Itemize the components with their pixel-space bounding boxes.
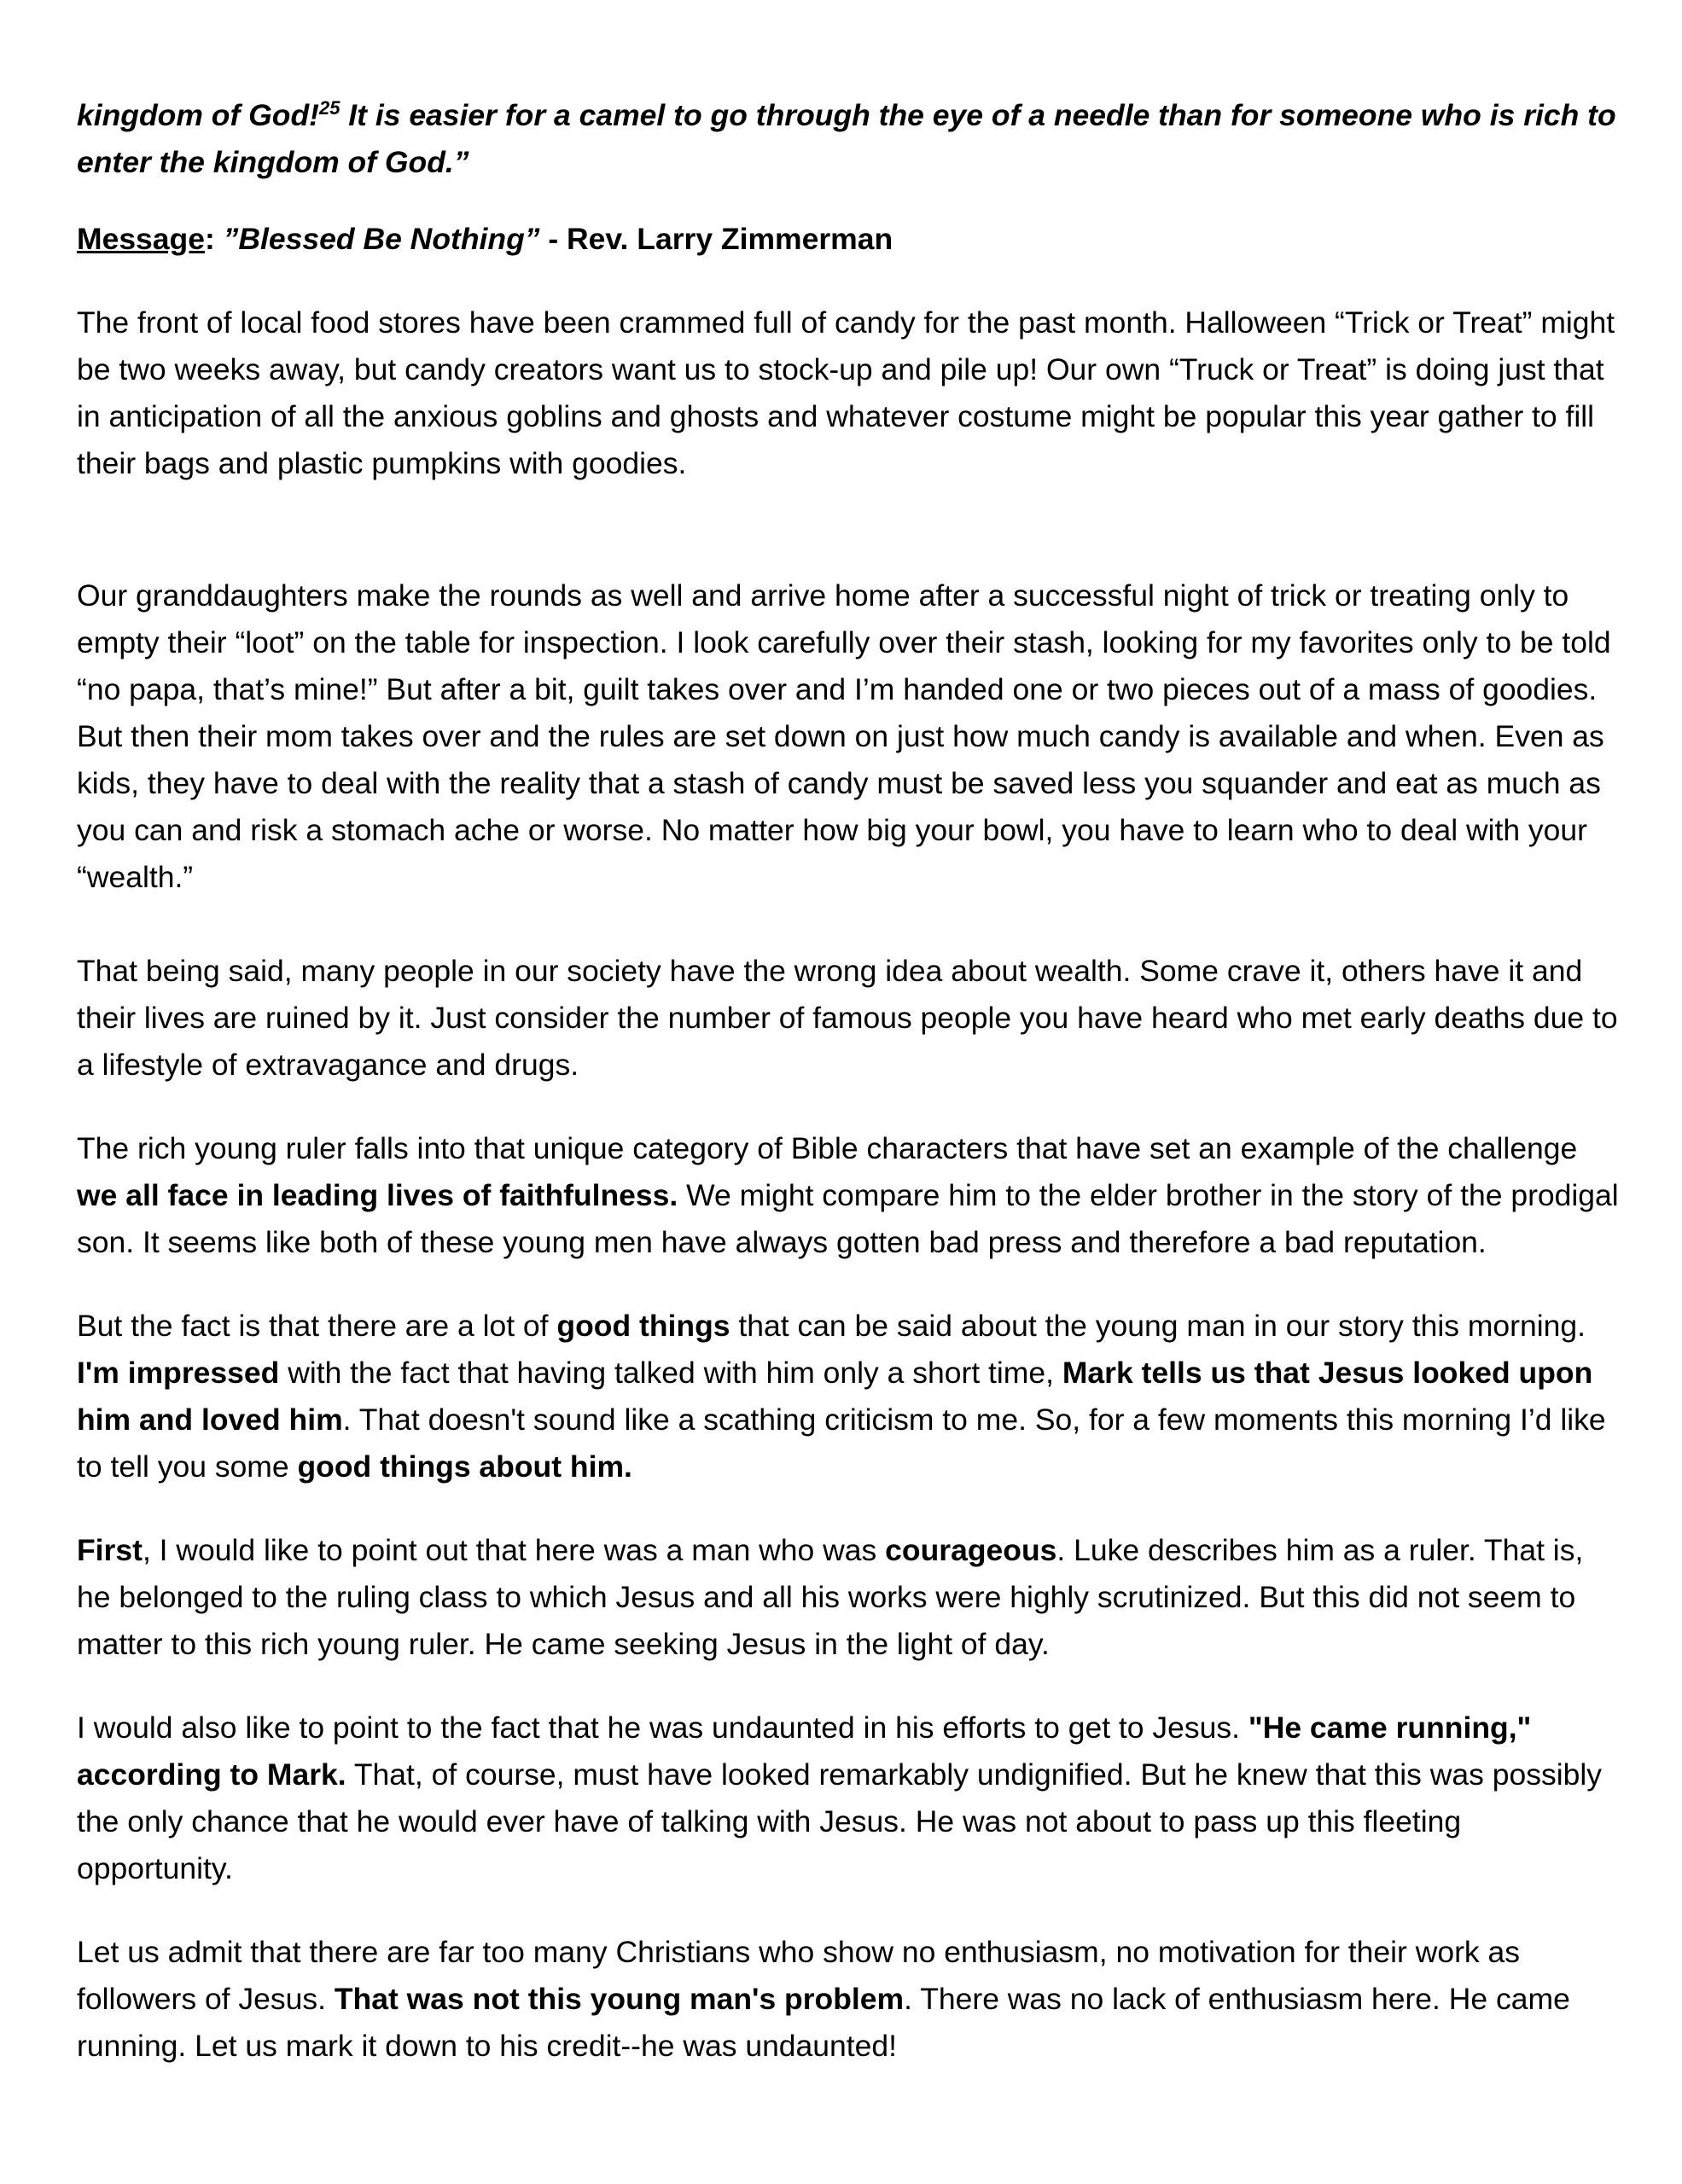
paragraph-6-text-d: . Luke describes him as a ruler. That is, he belonged to the ruling class to which Jesus and all his works were highly scrutinized. But this did not seem to matter to this rich young ruler. He came seeking Jesus in the light of day. [77,1533,1584,1661]
paragraph-7 [77,1705,1621,1892]
paragraph-8-text-a: Let us admit that there are far too many Christians who show no enthusiasm, no motivation for their work as followers of Jesus. [77,1935,1520,2016]
message-heading [77,216,1621,263]
paragraph-6-bold-c: courageous [885,1533,1057,1567]
scripture-text: It is easier for a camel to go through the eye of a needle than for someone who is rich to enter the kingdom of God.” [77,98,1616,179]
paragraph-7-bold-b: "He came running," according to Mark. [77,1711,1532,1792]
paragraph-5 [77,1303,1621,1490]
paragraph-4-text-c: We might compare him to the elder brother in the story of the prodigal son. It seems like both of these young men have always gotten bad press and therefore a bad reputation. [77,1178,1619,1259]
paragraph-5-bold-b: good things [556,1309,730,1343]
document-page [77,92,1621,2070]
paragraph-8-bold-b: That was not this young man's problem [334,1982,905,2016]
paragraph-5-bold-h: good things about him. [297,1449,632,1484]
paragraph-2-text: Our granddaughters make the rounds as well and arrive home after a successful night of trick or treating only to empty their “loot” on the table for inspection. I look carefully over their stash, looking for my favorites only to be told “no papa, that’s mine!” But after a bit, guilt takes over and I’m handed one or two pieces out of a mass of goodies. But then their mom takes over and the rules are set down on just how much candy is available and when. Even as kids, they have to deal with the reality that a stash of candy must be saved less you squander and eat as much as you can and risk a stomach ache or worse. No matter how big your bowl, you have to learn who to deal with your “wealth.” [77,578,1611,894]
paragraph-2 [77,572,1621,901]
scripture-lead: kingdom of God! [77,98,319,132]
paragraph-1-text: The front of local food stores have been crammed full of candy for the past month. Halloween “Trick or Treat” might be two weeks away, but candy creators want us to stock-up and pile up! Our own “Truck or Treat” is doing just that in anticipation of all the anxious goblins and ghosts and whatever costume might be popular this year gather to fill their bags and plastic pumpkins with goodies. [77,305,1615,480]
paragraph-5-text-g: . That doesn't sound like a scathing criticism to me. So, for a few moments this morning I’d like to tell you some [77,1403,1606,1484]
paragraph-4-text-a: The rich young ruler falls into that unique category of Bible characters that have set an example of the challenge [77,1131,1578,1165]
paragraph-4-bold-b: we all face in leading lives of faithfulness. [77,1178,678,1212]
paragraph-8 [77,1929,1621,2070]
message-speaker: - Rev. Larry Zimmerman [539,222,893,256]
paragraph-5-bold-f: Mark tells us that Jesus looked upon him and loved him [77,1356,1593,1437]
paragraph-5-bold-d: I'm impressed [77,1356,280,1390]
verse-number: 25 [318,97,340,119]
paragraph-6-bold-a: First [77,1533,143,1567]
paragraph-1 [77,299,1621,487]
paragraph-3-text: That being said, many people in our society have the wrong idea about wealth. Some crave it, others have it and their lives are ruined by it. Just consider the number of famous people you have heard who met early deaths due to a lifestyle of extravagance and drugs. [77,954,1618,1082]
message-title: ”Blessed Be Nothing” [223,222,540,256]
paragraph-6 [77,1527,1621,1668]
paragraph-4 [77,1125,1621,1266]
scripture-passage [77,92,1621,186]
paragraph-8-text-c: . There was no lack of enthusiasm here. He came running. Let us mark it down to his credit--he was undaunted! [77,1982,1570,2063]
paragraph-5-text-c: that can be said about the young man in our story this morning. [730,1309,1586,1343]
paragraph-6-text-b: , I would like to point out that here was a man who was [142,1533,886,1567]
paragraph-5-text-e: with the fact that having talked with him only a short time, [279,1356,1062,1390]
paragraph-7-text-a: I would also like to point to the fact that he was undaunted in his efforts to get to Jesus. [77,1711,1248,1745]
message-colon: : [204,222,224,256]
paragraph-5-text-a: But the fact is that there are a lot of [77,1309,557,1343]
paragraph-7-text-c: That, of course, must have looked remarkably undignified. But he knew that this was possibly the only chance that he would ever have of talking with Jesus. He was not about to pass up this fleeting opportunity. [77,1757,1603,1885]
message-label: Message [77,222,205,256]
paragraph-3 [77,948,1621,1089]
